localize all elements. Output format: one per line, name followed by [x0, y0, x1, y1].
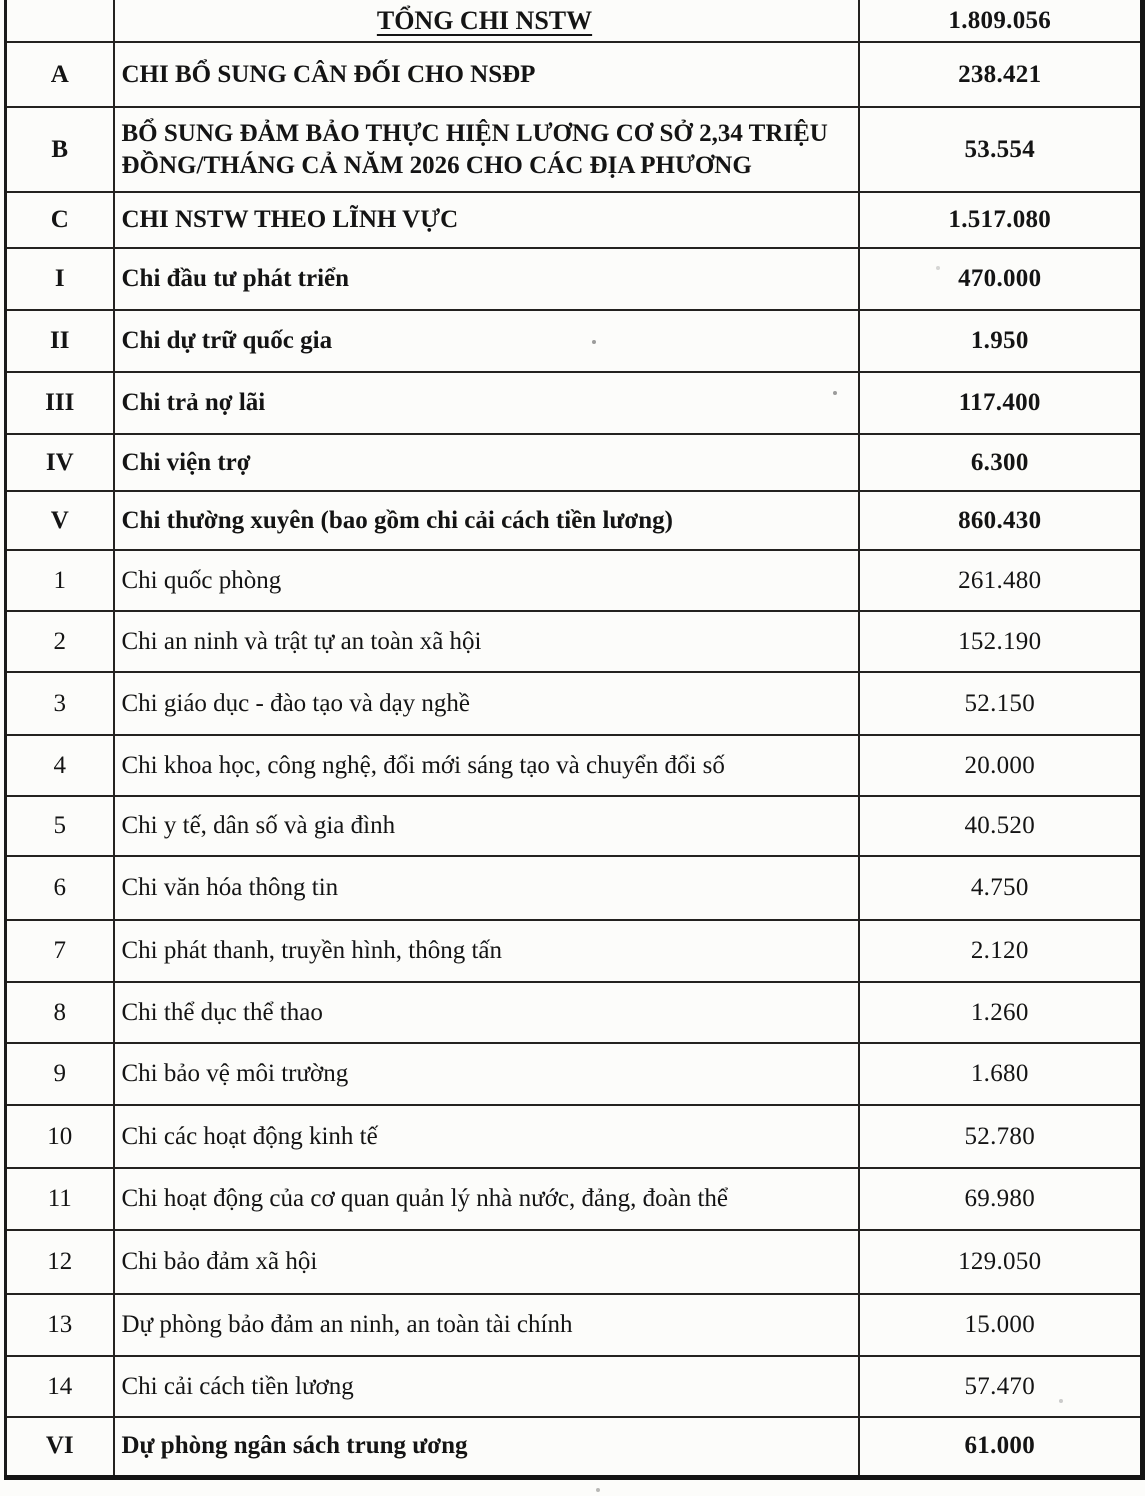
table-row — [6, 1105, 1143, 1168]
row-code: V — [6, 491, 114, 550]
table-row — [6, 1168, 1143, 1230]
row-label: Chi phát thanh, truyền hình, thông tấn — [114, 920, 859, 982]
row-code: 5 — [6, 796, 114, 856]
row-value: 238.421 — [859, 42, 1143, 107]
table-row — [6, 672, 1143, 735]
row-label: CHI NSTW THEO LĨNH VỰC — [114, 192, 859, 248]
table-row — [6, 982, 1143, 1043]
row-code: VI — [6, 1417, 114, 1477]
row-value: 129.050 — [859, 1230, 1143, 1294]
table-row — [6, 1417, 1143, 1477]
row-value: 57.470 — [859, 1356, 1143, 1417]
row-value: 470.000 — [859, 248, 1143, 310]
row-code: 14 — [6, 1356, 114, 1417]
row-code: 10 — [6, 1105, 114, 1168]
row-code: 7 — [6, 920, 114, 982]
row-value: 261.480 — [859, 550, 1143, 611]
row-label: Chi các hoạt động kinh tế — [114, 1105, 859, 1168]
row-code: 11 — [6, 1168, 114, 1230]
table-row — [6, 491, 1143, 550]
header-value-cell: 1.809.056 — [859, 0, 1143, 42]
table-row — [6, 856, 1143, 920]
row-value: 52.780 — [859, 1105, 1143, 1168]
table-row — [6, 735, 1143, 796]
row-label: CHI BỔ SUNG CÂN ĐỐI CHO NSĐP — [114, 42, 859, 107]
row-label: Dự phòng ngân sách trung ương — [114, 1417, 859, 1477]
row-code: 1 — [6, 550, 114, 611]
row-value: 152.190 — [859, 611, 1143, 672]
row-code: 3 — [6, 672, 114, 735]
row-code: III — [6, 372, 114, 434]
row-label: Chi bảo đảm xã hội — [114, 1230, 859, 1294]
row-code: 8 — [6, 982, 114, 1043]
row-code: C — [6, 192, 114, 248]
scan-speck — [833, 391, 837, 395]
row-label: Chi văn hóa thông tin — [114, 856, 859, 920]
table-row — [6, 1043, 1143, 1105]
row-value: 860.430 — [859, 491, 1143, 550]
table-row — [6, 1294, 1143, 1356]
row-label: Chi hoạt động của cơ quan quản lý nhà nước, đảng, đoàn thể — [114, 1168, 859, 1230]
row-value: 117.400 — [859, 372, 1143, 434]
row-value: 52.150 — [859, 672, 1143, 735]
row-value: 15.000 — [859, 1294, 1143, 1356]
row-label: Chi trả nợ lãi — [114, 372, 859, 434]
row-label: Chi viện trợ — [114, 434, 859, 491]
row-label: BỔ SUNG ĐẢM BẢO THỰC HIỆN LƯƠNG CƠ SỞ 2,34 TRIỆU ĐỒNG/THÁNG CẢ NĂM 2026 CHO CÁC ĐỊA PHƯƠNG — [114, 107, 859, 192]
scan-speck — [936, 266, 940, 270]
row-value: 69.980 — [859, 1168, 1143, 1230]
row-label: Chi thường xuyên (bao gồm chi cải cách tiền lương) — [114, 491, 859, 550]
row-label: Chi bảo vệ môi trường — [114, 1043, 859, 1105]
row-label: Dự phòng bảo đảm an ninh, an toàn tài chính — [114, 1294, 859, 1356]
budget-table — [4, 0, 1145, 1480]
table-row — [6, 192, 1143, 248]
row-code: 2 — [6, 611, 114, 672]
row-code: I — [6, 248, 114, 310]
row-value: 1.260 — [859, 982, 1143, 1043]
table-row — [6, 1356, 1143, 1417]
row-code: 4 — [6, 735, 114, 796]
row-code: 9 — [6, 1043, 114, 1105]
table-row — [6, 796, 1143, 856]
row-label: Chi thể dục thể thao — [114, 982, 859, 1043]
row-value: 1.950 — [859, 310, 1143, 372]
table-row — [6, 248, 1143, 310]
header-code-cell — [6, 0, 114, 42]
row-value: 6.300 — [859, 434, 1143, 491]
row-code: A — [6, 42, 114, 107]
scan-speck — [592, 340, 596, 344]
table-title: TỔNG CHI NSTW — [376, 5, 593, 35]
table-row — [6, 310, 1143, 372]
table-row — [6, 1230, 1143, 1294]
row-value: 1.680 — [859, 1043, 1143, 1105]
row-label: Chi khoa học, công nghệ, đổi mới sáng tạo và chuyển đổi số — [114, 735, 859, 796]
row-label: Chi đầu tư phát triển — [114, 248, 859, 310]
row-label: Chi quốc phòng — [114, 550, 859, 611]
header-title-cell — [114, 0, 859, 42]
row-value: 40.520 — [859, 796, 1143, 856]
row-code: 12 — [6, 1230, 114, 1294]
row-code: 6 — [6, 856, 114, 920]
row-label: Chi y tế, dân số và gia đình — [114, 796, 859, 856]
table-row — [6, 434, 1143, 491]
table-row — [6, 107, 1143, 192]
row-value: 61.000 — [859, 1417, 1143, 1477]
row-value: 4.750 — [859, 856, 1143, 920]
table-row — [6, 372, 1143, 434]
row-label: Chi giáo dục - đào tạo và dạy nghề — [114, 672, 859, 735]
scan-speck — [596, 1488, 600, 1492]
row-code: IV — [6, 434, 114, 491]
row-value: 2.120 — [859, 920, 1143, 982]
table-row — [6, 920, 1143, 982]
table-row — [6, 550, 1143, 611]
table-header-row — [6, 0, 1143, 42]
table-row — [6, 42, 1143, 107]
row-code: II — [6, 310, 114, 372]
row-code: B — [6, 107, 114, 192]
row-code: 13 — [6, 1294, 114, 1356]
scan-speck — [1059, 1399, 1063, 1403]
row-label: Chi dự trữ quốc gia — [114, 310, 859, 372]
row-value: 1.517.080 — [859, 192, 1143, 248]
row-label: Chi cải cách tiền lương — [114, 1356, 859, 1417]
row-value: 20.000 — [859, 735, 1143, 796]
row-label: Chi an ninh và trật tự an toàn xã hội — [114, 611, 859, 672]
table-row — [6, 611, 1143, 672]
row-value: 53.554 — [859, 107, 1143, 192]
